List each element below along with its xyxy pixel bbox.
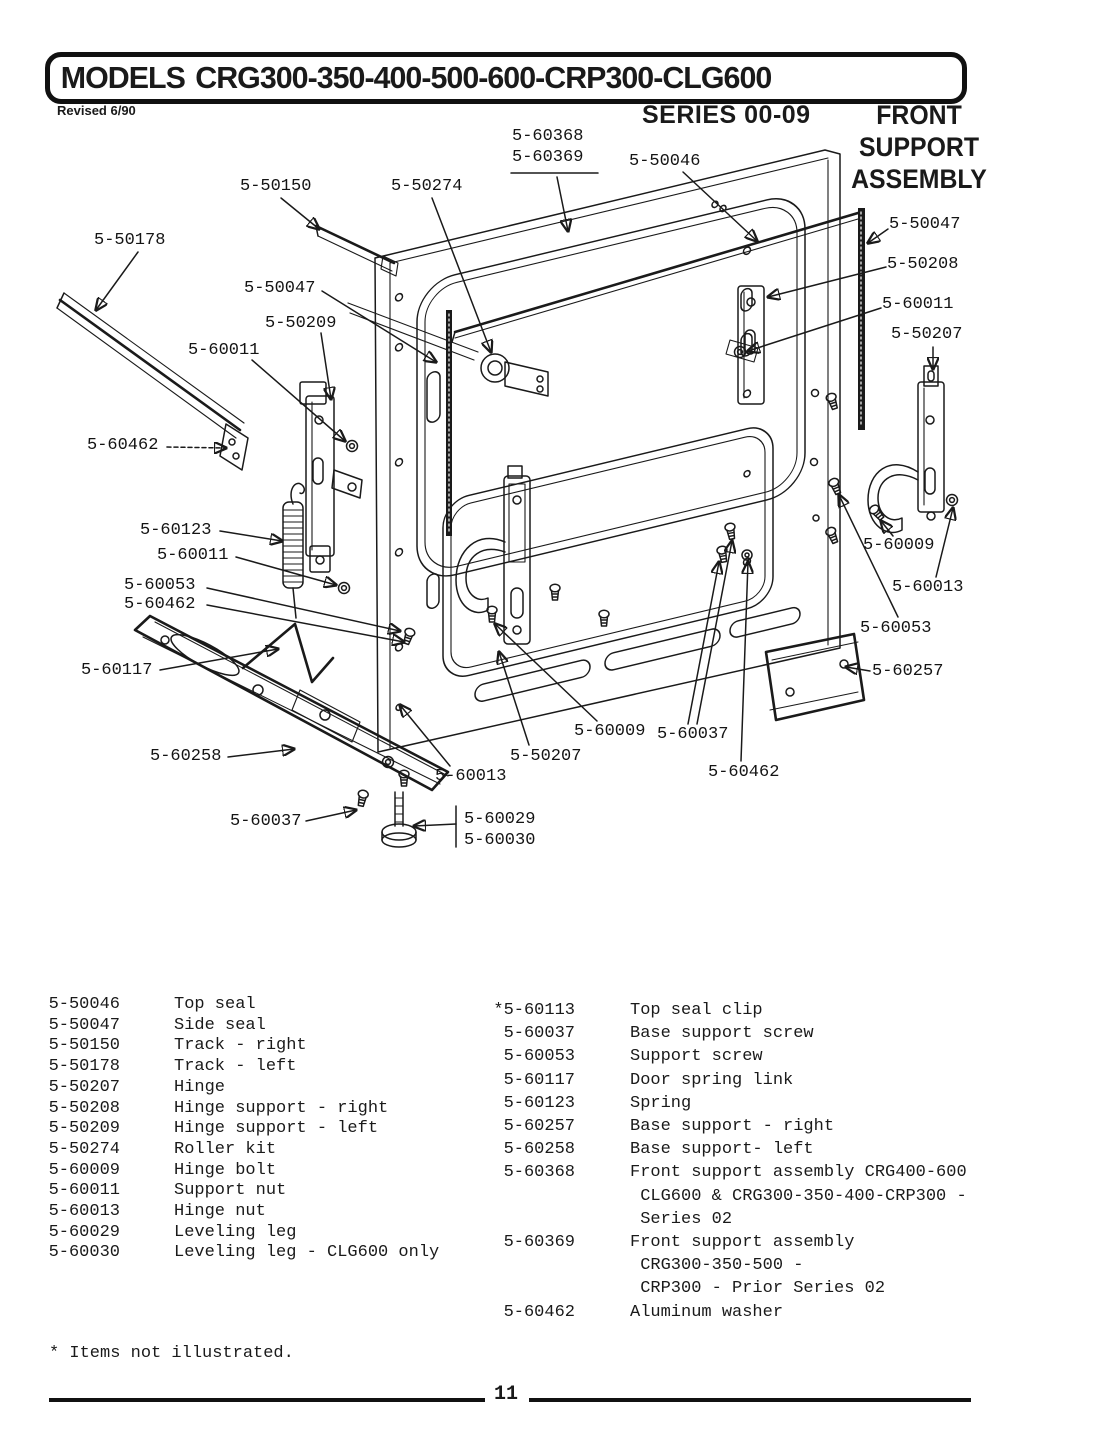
part-description: Base support screw [630, 1024, 814, 1044]
footnote: * Items not illustrated. [49, 1344, 294, 1363]
part-number: 5-50207 [48, 1077, 120, 1097]
part-label: 5-60011 [882, 295, 954, 314]
part-label: 5-50178 [94, 231, 166, 250]
part-description: Door spring link [630, 1070, 794, 1090]
part-label: 5-60011 [157, 546, 229, 565]
part-number: 5-50046 [48, 995, 120, 1014]
parts-list-right-column [487, 999, 967, 1324]
part-label: 5-60462 [87, 436, 159, 455]
parts-row [48, 1202, 439, 1223]
part-number: 5-60009 [48, 1160, 120, 1180]
part-number: 5-60462 [503, 1302, 575, 1322]
part-number: 5-60368 [503, 1163, 575, 1183]
part-label: 5-60117 [81, 661, 153, 680]
parts-row [48, 1181, 439, 1202]
part-label: 5-60053 [860, 619, 932, 638]
parts-row [48, 1119, 439, 1140]
parts-row [487, 1185, 967, 1208]
part-description: Hinge support - right [174, 1098, 389, 1118]
part-number [487, 1277, 575, 1300]
part-number: 5-50209 [48, 1119, 120, 1139]
part-description: Hinge [174, 1077, 226, 1097]
part-description: Leveling leg - CLG600 only [174, 1243, 440, 1263]
parts-row [48, 1016, 439, 1037]
part-number: 5-60258 [503, 1140, 575, 1160]
part-label: 5-60037 [657, 725, 729, 744]
part-number: 5-60029 [48, 1222, 120, 1242]
part-label: 5-60123 [140, 521, 212, 540]
part-label: 5-60462 [708, 763, 780, 782]
parts-row [48, 1057, 439, 1078]
part-label: 5-60030 [464, 831, 536, 850]
part-number: 5-60369 [503, 1233, 575, 1253]
part-label: 5-50150 [240, 177, 312, 196]
part-label: 5-60009 [863, 536, 935, 555]
parts-row [48, 995, 439, 1016]
parts-row [487, 1022, 967, 1045]
part-number: 5-50178 [48, 1057, 120, 1077]
part-label: 5-50209 [265, 314, 337, 333]
parts-row [487, 1045, 967, 1068]
part-number: 5-60053 [503, 1047, 575, 1067]
part-number: 5-60037 [503, 1024, 575, 1044]
part-label: 5-60462 [124, 595, 196, 614]
part-label: 5-60258 [150, 747, 222, 766]
part-description: Front support assembly [630, 1233, 855, 1253]
side-seal-right [858, 208, 865, 430]
parts-row [487, 1254, 967, 1277]
leveling-leg [356, 757, 416, 848]
parts-row [487, 1115, 967, 1138]
models-title: MODELS CRG300-350-400-500-600-CRP300-CLG600 [60, 60, 772, 95]
page-number: 11 [493, 1383, 518, 1406]
part-label: 5-60368 [512, 127, 584, 146]
parts-row [48, 1099, 439, 1120]
part-label: 5-60257 [872, 662, 944, 681]
part-description: Track - right [174, 1036, 307, 1056]
part-label: 5-60009 [574, 722, 646, 741]
parts-row [487, 1277, 967, 1300]
parts-row [48, 1140, 439, 1161]
parts-row [487, 1231, 967, 1254]
part-number: 5-50274 [48, 1139, 120, 1159]
part-label: 5-50207 [510, 747, 582, 766]
part-description: Base support- left [630, 1140, 814, 1160]
part-description: Support nut [174, 1181, 287, 1201]
parts-row [487, 999, 967, 1022]
part-description: Front support assembly CRG400-600 [630, 1163, 967, 1183]
parts-row [48, 1036, 439, 1057]
part-description: Top seal [174, 995, 256, 1014]
parts-row [487, 1208, 967, 1231]
part-description: Aluminum washer [630, 1302, 784, 1322]
parts-row [487, 1069, 967, 1092]
parts-row [487, 1301, 967, 1324]
part-label: 5-50047 [244, 279, 316, 298]
part-label: 5-60013 [892, 578, 964, 597]
part-number: 5-60257 [503, 1117, 575, 1137]
part-number [487, 1185, 575, 1208]
parts-row [48, 1078, 439, 1099]
part-number [487, 1254, 575, 1277]
part-description: Hinge nut [174, 1202, 266, 1222]
parts-row [48, 1223, 439, 1244]
part-label: 5-60013 [435, 767, 507, 786]
part-label: 5-50207 [891, 325, 963, 344]
part-description: CRP300 - Prior Series 02 [630, 1279, 886, 1299]
footer-rule-left [49, 1398, 485, 1402]
part-number: 5-60011 [48, 1181, 120, 1201]
part-label: 5-60369 [512, 148, 584, 167]
part-number: 5-60013 [48, 1202, 120, 1222]
parts-row [487, 1161, 967, 1184]
part-number: *5-60113 [493, 1001, 575, 1020]
part-number: 5-50047 [48, 1015, 120, 1035]
part-description: Roller kit [174, 1139, 277, 1159]
part-label: 5-60037 [230, 812, 302, 831]
track-right [316, 226, 398, 276]
base-support-right [766, 634, 864, 720]
part-number: 5-60117 [503, 1070, 575, 1090]
part-label: 5-50047 [889, 215, 961, 234]
part-label: 5-60029 [464, 810, 536, 829]
part-description: Spring [630, 1093, 692, 1113]
assembly-heading-line: ASSEMBLY [851, 164, 987, 194]
part-description: Base support - right [630, 1117, 835, 1137]
part-label: 5-60011 [188, 341, 260, 360]
part-description: Series 02 [630, 1209, 733, 1229]
roller-kit [481, 354, 548, 396]
part-description: Hinge support - left [174, 1119, 379, 1139]
footer-rule-right [529, 1398, 971, 1402]
part-description: Side seal [174, 1015, 266, 1035]
assembly-heading-line: SUPPORT [858, 132, 980, 162]
part-description: Track - left [174, 1057, 297, 1077]
door-spring [283, 483, 304, 618]
part-description: Hinge bolt [174, 1160, 277, 1180]
parts-row [48, 1161, 439, 1182]
revised-date: Revised 6/90 [57, 103, 136, 118]
series-heading: SERIES 00-09 [642, 101, 811, 129]
front-support-bracket [456, 466, 530, 644]
parts-list-left-column [48, 995, 439, 1264]
hinge-right [868, 366, 944, 532]
part-number [487, 1208, 575, 1231]
assembly-heading-line: FRONT [876, 100, 962, 130]
part-description: CRG300-350-500 - [630, 1256, 804, 1276]
part-number: 5-60030 [48, 1243, 120, 1263]
part-label: 5-60053 [124, 576, 196, 595]
part-number: 5-50208 [48, 1098, 120, 1118]
parts-row [48, 1243, 439, 1264]
part-description: Leveling leg [174, 1222, 297, 1242]
part-label: 5-50046 [629, 152, 701, 171]
part-label: 5-50208 [887, 255, 959, 274]
part-number: 5-60123 [503, 1093, 575, 1113]
parts-row [487, 1092, 967, 1115]
part-label: 5-50274 [391, 177, 463, 196]
hinge-support-right [726, 286, 764, 404]
side-seal-left [446, 310, 452, 536]
part-number: 5-50150 [48, 1036, 120, 1056]
part-description: CLG600 & CRG300-350-400-CRP300 - [630, 1186, 967, 1206]
part-description: Top seal clip [630, 1001, 763, 1020]
part-description: Support screw [630, 1047, 763, 1067]
parts-row [487, 1138, 967, 1161]
